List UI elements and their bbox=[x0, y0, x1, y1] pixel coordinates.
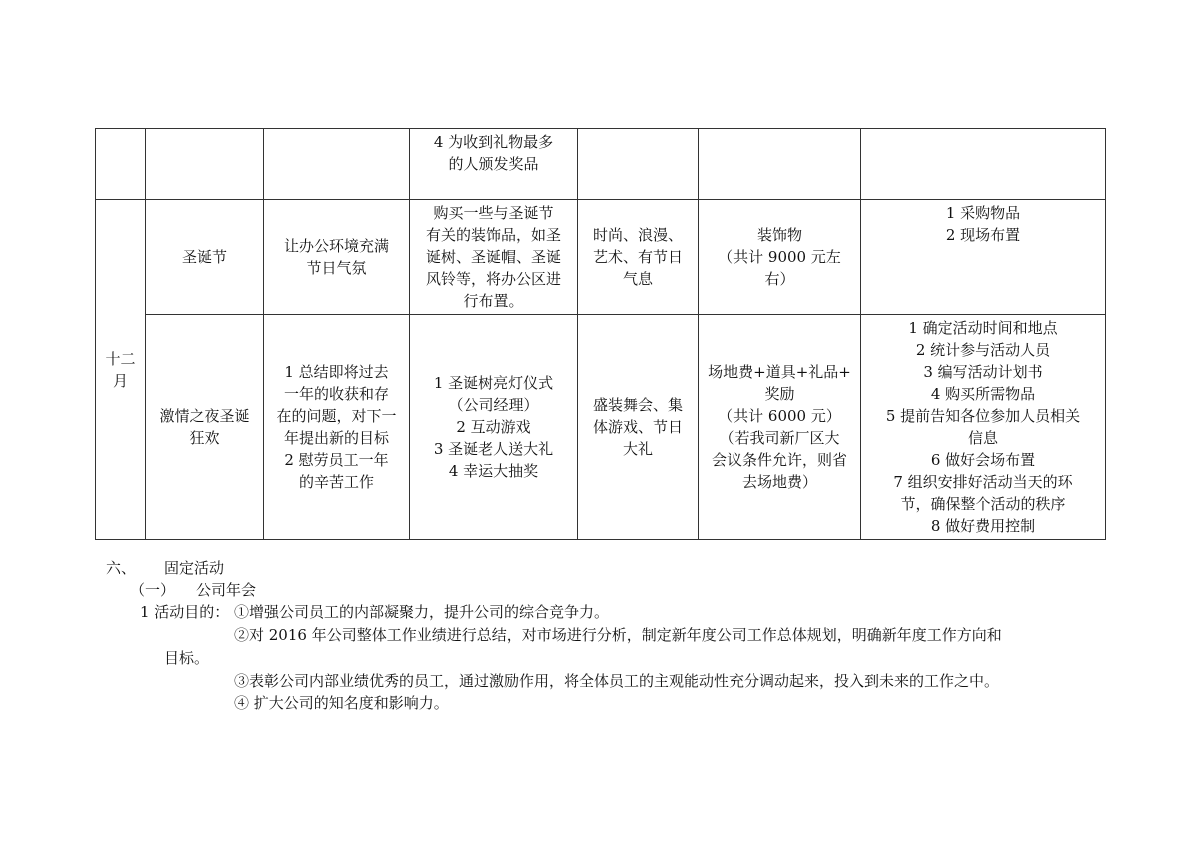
table-cell bbox=[96, 129, 146, 200]
content-cell: 购买一些与圣诞节 有关的装饰品，如圣 诞树、圣诞帽、圣诞 风铃等，将办公区进 行布置。 bbox=[410, 200, 578, 315]
activity-plan-table bbox=[95, 128, 1106, 540]
steps-cell: 1 确定活动时间和地点 2 统计参与活动人员 3 编写活动计划书 4 购买所需物品 5 提前告知各位参加人员相关 信息 6 做好会场布置 7 组织安排好活动当天的环 节，确保整个活动的秩序 8 做好费用控制 bbox=[861, 315, 1106, 540]
goal-2: ②对 2016 年公司整体工作业绩进行总结，对市场进行分析，制定新年度公司工作总体规划，明确新年度工作方向和 bbox=[234, 626, 1002, 644]
purpose-cell: 让办公环境充满 节日气氛 bbox=[264, 200, 410, 315]
table-cell bbox=[699, 129, 861, 200]
item-label: 1 活动目的： bbox=[140, 603, 230, 621]
table-row bbox=[96, 315, 1106, 540]
activity-name-cell: 圣诞节 bbox=[146, 200, 264, 315]
purpose-cell: 1 总结即将过去 一年的收获和存 在的问题，对下一 年提出新的目标 2 慰劳员工一年 的辛苦工作 bbox=[264, 315, 410, 540]
table-cell bbox=[578, 129, 699, 200]
goal-4: ④ 扩大公司的知名度和影响力。 bbox=[234, 694, 449, 712]
table-row bbox=[96, 129, 1106, 200]
table-cell bbox=[146, 129, 264, 200]
table-cell bbox=[264, 129, 410, 200]
section-title: 固定活动 bbox=[164, 559, 225, 577]
subsection-number: （一） bbox=[130, 581, 176, 599]
budget-cell: 场地费+道具+礼品+ 奖励 （共计 6000 元） （若我司新厂区大 会议条件允许，则省 去场地费） bbox=[699, 315, 861, 540]
activity-name-cell: 激情之夜圣诞 狂欢 bbox=[146, 315, 264, 540]
section-number: 六、 bbox=[106, 559, 137, 577]
goal-1: ①增强公司员工的内部凝聚力，提升公司的综合竞争力。 bbox=[234, 603, 610, 621]
content-cell: 1 圣诞树亮灯仪式 （公司经理） 2 互动游戏 3 圣诞老人送大礼 4 幸运大抽奖 bbox=[410, 315, 578, 540]
style-cell: 盛装舞会、集 体游戏、节日 大礼 bbox=[578, 315, 699, 540]
month-cell: 十二月 bbox=[96, 200, 146, 540]
table-cell-content: 4 为收到礼物最多 的人颁发奖品 bbox=[410, 129, 578, 200]
goal-3: ③表彰公司内部业绩优秀的员工，通过激励作用，将全体员工的主观能动性充分调动起来，投入到未来的工作之中。 bbox=[234, 672, 1000, 690]
goal-2-continued: 目标。 bbox=[164, 649, 210, 667]
table-row bbox=[96, 200, 1106, 315]
style-cell: 时尚、浪漫、 艺术、有节日 气息 bbox=[578, 200, 699, 315]
subsection-title: 公司年会 bbox=[196, 581, 257, 599]
table-cell bbox=[861, 129, 1106, 200]
steps-cell: 1 采购物品 2 现场布置 bbox=[861, 200, 1106, 315]
budget-cell: 装饰物 （共计 9000 元左 右） bbox=[699, 200, 861, 315]
